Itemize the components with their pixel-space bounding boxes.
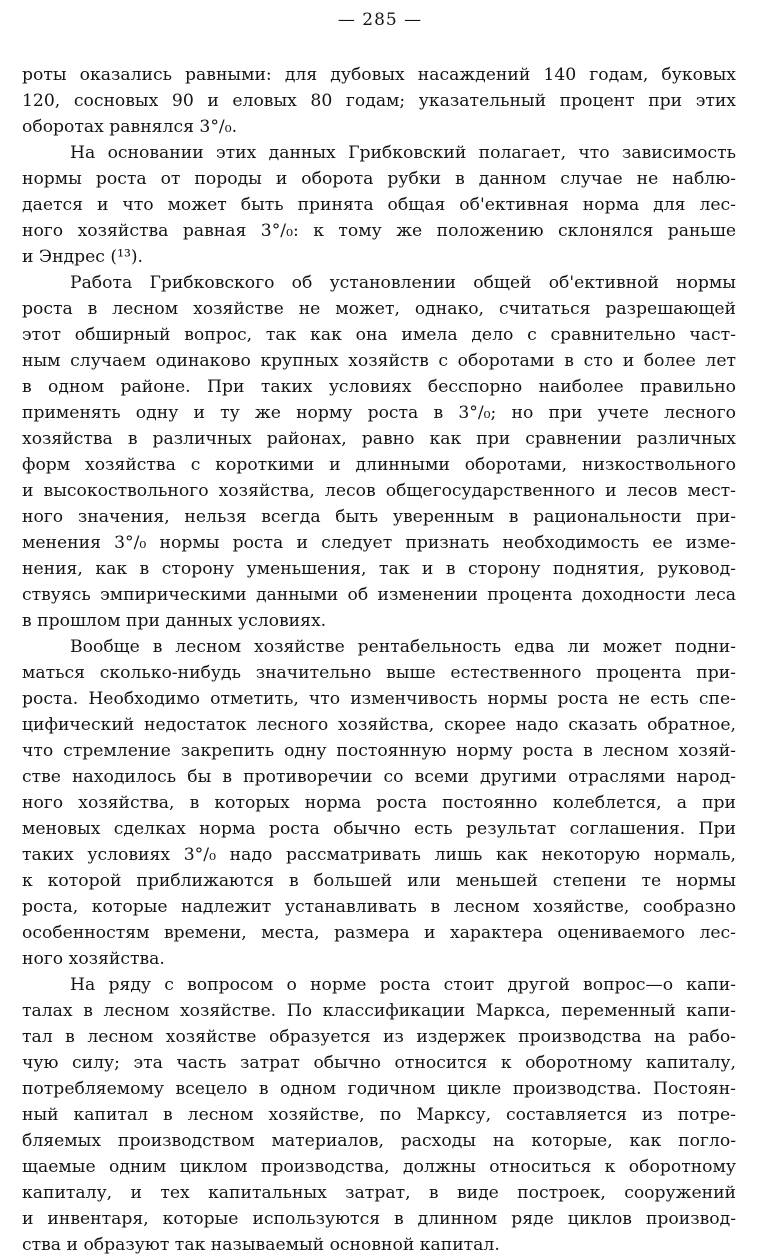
text-line: талах в лесном хозяйстве. По классификации Маркса, переменный капи-	[22, 1001, 736, 1021]
paragraph	[22, 270, 736, 634]
text-line: ного хозяйства равная 3°/₀: к тому же положению склонялся раньше	[22, 221, 736, 241]
text-line: роста в лесном хозяйстве не может, однако, считаться разрешающей	[22, 299, 736, 319]
text-line: стве находилось бы в противоречии со всеми другими отраслями народ-	[22, 767, 736, 787]
text-line: ствуясь эмпирическими данными об изменении процента доходности леса	[22, 585, 736, 605]
text-line: роты оказались равными: для дубовых насаждений 140 годам, буковых	[22, 65, 736, 85]
body-text	[22, 62, 736, 1258]
text-line: 120, сосновых 90 и еловых 80 годам; указательный процент при этих	[22, 91, 736, 111]
text-line: капиталу, и тех капитальных затрат, в виде построек, сооружений	[22, 1183, 736, 1203]
paragraph	[22, 140, 736, 270]
text-line: На основании этих данных Грибковский полагает, что зависимость	[70, 143, 736, 163]
text-line: в прошлом при данных условиях.	[22, 611, 327, 631]
text-line: применять одну и ту же норму роста в 3°/₀; но при учете лесного	[22, 403, 736, 423]
text-line: ного хозяйства.	[22, 949, 165, 969]
text-line: и Эндрес (¹³).	[22, 247, 144, 267]
text-line: роста, которые надлежит устанавливать в лесном хозяйстве, сообразно	[22, 897, 736, 917]
text-line: ного хозяйства, в которых норма роста постоянно колеблется, а при	[22, 793, 736, 813]
text-line: чую силу; эта часть затрат обычно относится к оборотному капиталу,	[22, 1053, 736, 1073]
text-line: и инвентаря, которые используются в длинном ряде циклов производ-	[22, 1209, 736, 1229]
text-line: дается и что может быть принята общая об'ективная норма для лес-	[22, 195, 736, 215]
text-line: ный капитал в лесном хозяйстве, по Марксу, составляется из потре-	[22, 1105, 736, 1125]
text-line: На ряду с вопросом о норме роста стоит другой вопрос—о капи-	[70, 975, 736, 995]
text-line: хозяйства в различных районах, равно как при сравнении различных	[22, 429, 736, 449]
text-line: особенностям времени, места, размера и характера оцениваемого лес-	[22, 923, 736, 943]
text-line: ства и образуют так называемый основной капитал.	[22, 1235, 500, 1255]
page-number: — 285 —	[337, 10, 423, 30]
text-line: потребляемому всецело в одном годичном цикле производства. Постоян-	[22, 1079, 736, 1099]
text-line: ным случаем одинаково крупных хозяйств с оборотами в сто и более лет	[22, 351, 736, 371]
text-line: этот обширный вопрос, так как она имела дело с сравнительно част-	[22, 325, 736, 345]
paragraph	[22, 972, 736, 1258]
text-line: в одном районе. При таких условиях бесспорно наиболее правильно	[22, 377, 736, 397]
text-line: меновых сделках норма роста обычно есть результат соглашения. При	[22, 819, 736, 839]
text-line: ного значения, нельзя всегда быть уверенным в рациональности при-	[22, 507, 736, 527]
text-line: что стремление закрепить одну постоянную норму роста в лесном хозяй-	[22, 741, 736, 761]
text-line: нения, как в сторону уменьшения, так и в сторону поднятия, руковод-	[22, 559, 736, 579]
text-line: таких условиях 3°/₀ надо рассматривать лишь как некоторую нормаль,	[22, 845, 736, 865]
text-line: Вообще в лесном хозяйстве рентабельность едва ли может подни-	[70, 637, 736, 657]
text-line: форм хозяйства с короткими и длинными оборотами, низкоствольного	[22, 455, 736, 475]
text-line: оборотах равнялся 3°/₀.	[22, 117, 238, 137]
paragraph	[22, 62, 736, 140]
text-line: бляемых производством материалов, расходы на которые, как погло-	[22, 1131, 736, 1151]
paragraph	[22, 634, 736, 972]
text-line: и высокоствольного хозяйства, лесов общегосударственного и лесов мест-	[22, 481, 736, 501]
text-line: цифический недостаток лесного хозяйства, скорее надо сказать обратное,	[22, 715, 736, 735]
text-line: роста. Необходимо отметить, что изменчивость нормы роста не есть спе-	[22, 689, 736, 709]
text-line: нормы роста от породы и оборота рубки в данном случае не наблю-	[22, 169, 736, 189]
text-line: щаемые одним циклом производства, должны относиться к оборотному	[22, 1157, 736, 1177]
text-line: маться сколько-нибудь значительно выше естественного процента при-	[22, 663, 736, 683]
text-line: к которой приближаются в большей или меньшей степени те нормы	[22, 871, 736, 891]
text-line: Работа Грибковского об установлении общей об'ективной нормы	[70, 273, 736, 293]
text-line: тал в лесном хозяйстве образуется из издержек производства на рабо-	[22, 1027, 736, 1047]
text-line: менения 3°/₀ нормы роста и следует признать необходимость ее изме-	[22, 533, 736, 553]
